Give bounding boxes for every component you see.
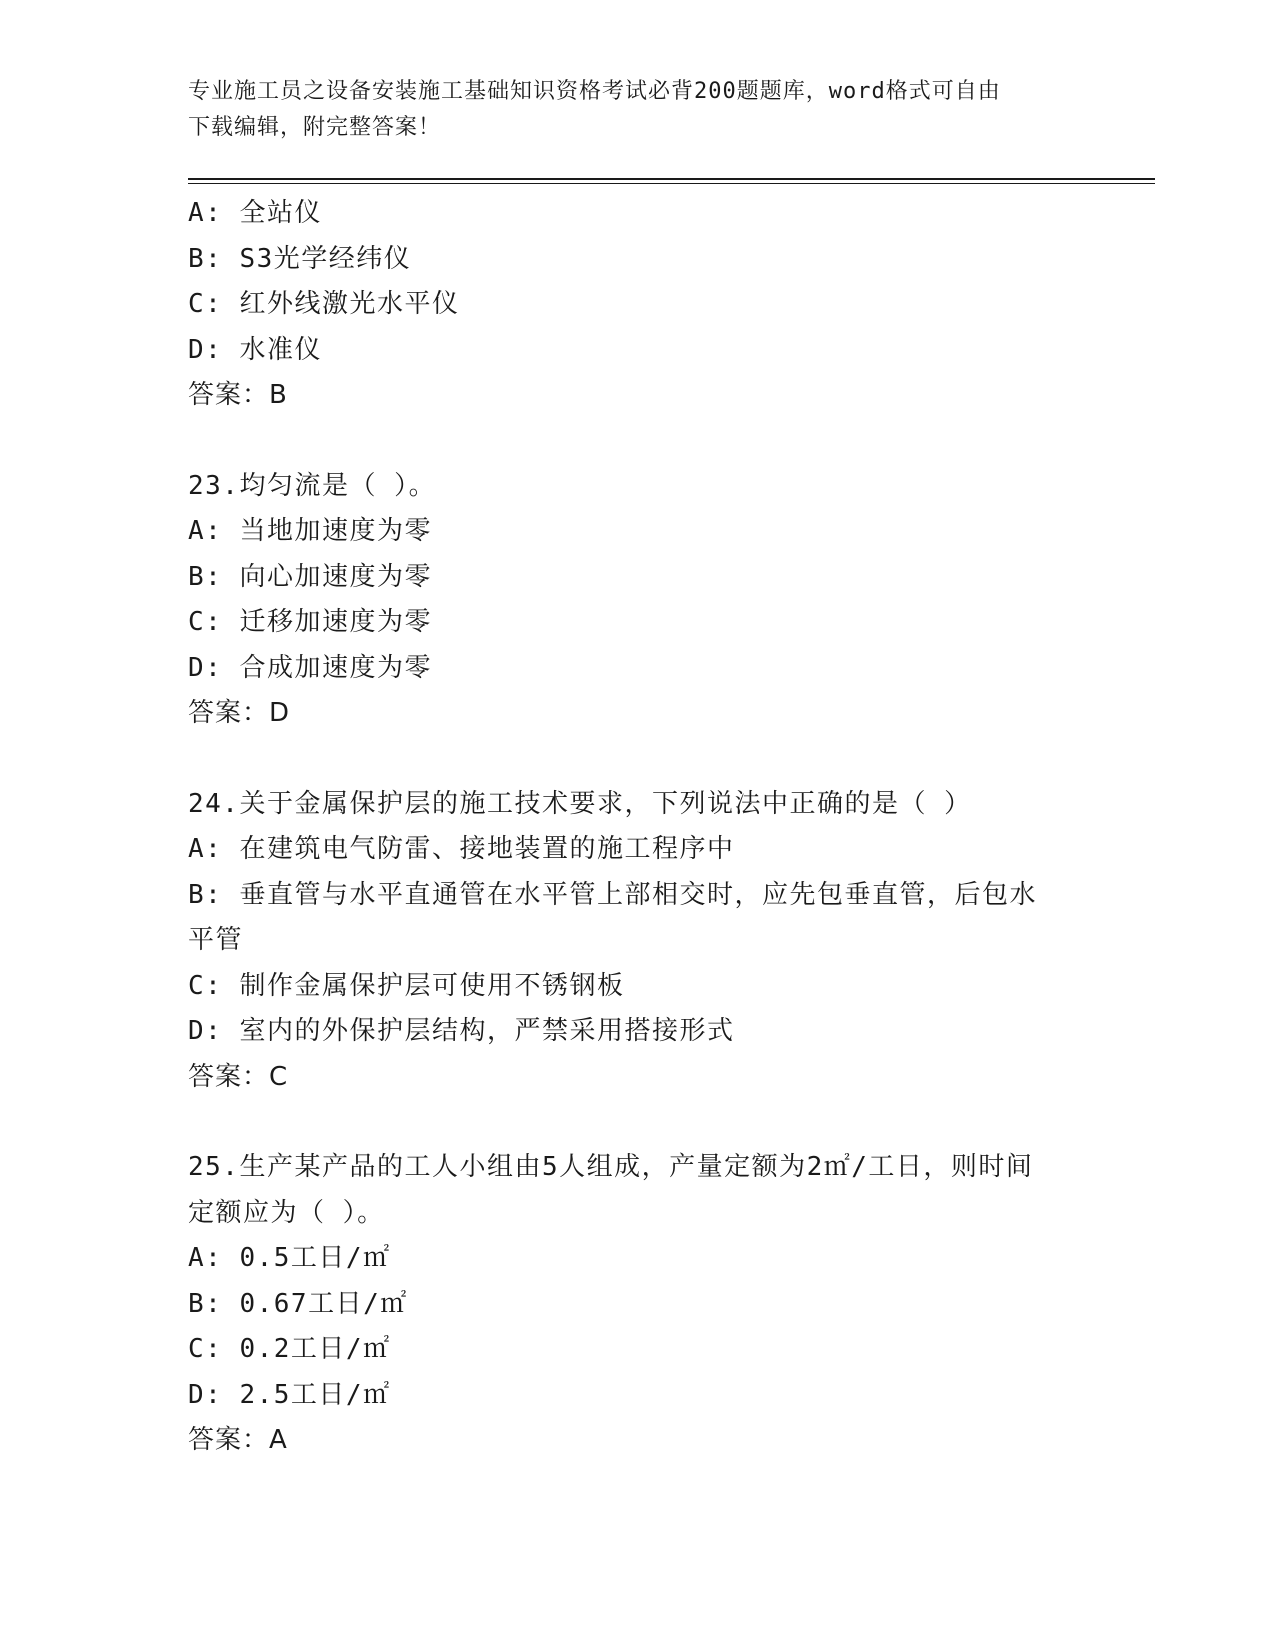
- answer: 答案：A: [188, 1425, 288, 1455]
- option-c: C: 迁移加速度为零: [188, 607, 432, 637]
- option-a: A: 在建筑电气防雷、接地装置的施工程序中: [188, 834, 735, 864]
- question-list: [188, 191, 1088, 1464]
- question-25: [188, 1145, 1088, 1464]
- option-a: A: 当地加速度为零: [188, 516, 432, 546]
- option-b: B: S3光学经纬仪: [188, 243, 412, 274]
- answer: 答案：C: [188, 1061, 289, 1092]
- option-d: D: 室内的外保护层结构，严禁采用搭接形式: [188, 1016, 735, 1046]
- option-c: C: 红外线激光水平仪: [188, 289, 460, 319]
- option-d: D: 水准仪: [188, 334, 322, 365]
- question-text: 23.均匀流是（ ）。: [188, 470, 437, 501]
- header-rule-thin: [188, 183, 1155, 184]
- option-c: C: 0.2工日/㎡: [188, 1334, 391, 1364]
- answer: 答案：B: [188, 380, 288, 410]
- question-23: [188, 464, 1088, 737]
- option-a: A: 0.5工日/㎡: [188, 1243, 391, 1273]
- question-24: [188, 782, 1088, 1101]
- answer: 答案：D: [188, 698, 291, 728]
- header-line-1: 专业施工员之设备安装施工基础知识资格考试必背200题题库，word格式可自由: [188, 79, 1001, 104]
- option-b: B: 向心加速度为零: [188, 561, 432, 592]
- option-b: B: 垂直管与水平直通管在水平管上部相交时，应先包垂直管，后包水: [188, 879, 1037, 910]
- option-c: C: 制作金属保护层可使用不锈钢板: [188, 970, 625, 1001]
- document-header: [188, 74, 1068, 146]
- header-rule-thick: [188, 178, 1155, 180]
- option-b-continued: 平管: [188, 925, 244, 955]
- question-text-continued: 定额应为（ ）。: [188, 1197, 385, 1228]
- question-text: 24.关于金属保护层的施工技术要求，下列说法中正确的是（ ）: [188, 788, 972, 819]
- question-text: 25.生产某产品的工人小组由5人组成，产量定额为2㎡/工日，则时间: [188, 1152, 1034, 1182]
- question-22: [188, 191, 1088, 419]
- header-line-2: 下载编辑，附完整答案！: [188, 115, 442, 140]
- option-d: D: 合成加速度为零: [188, 652, 432, 683]
- option-b: B: 0.67工日/㎡: [188, 1288, 408, 1319]
- option-a: A: 全站仪: [188, 198, 322, 228]
- option-d: D: 2.5工日/㎡: [188, 1379, 391, 1410]
